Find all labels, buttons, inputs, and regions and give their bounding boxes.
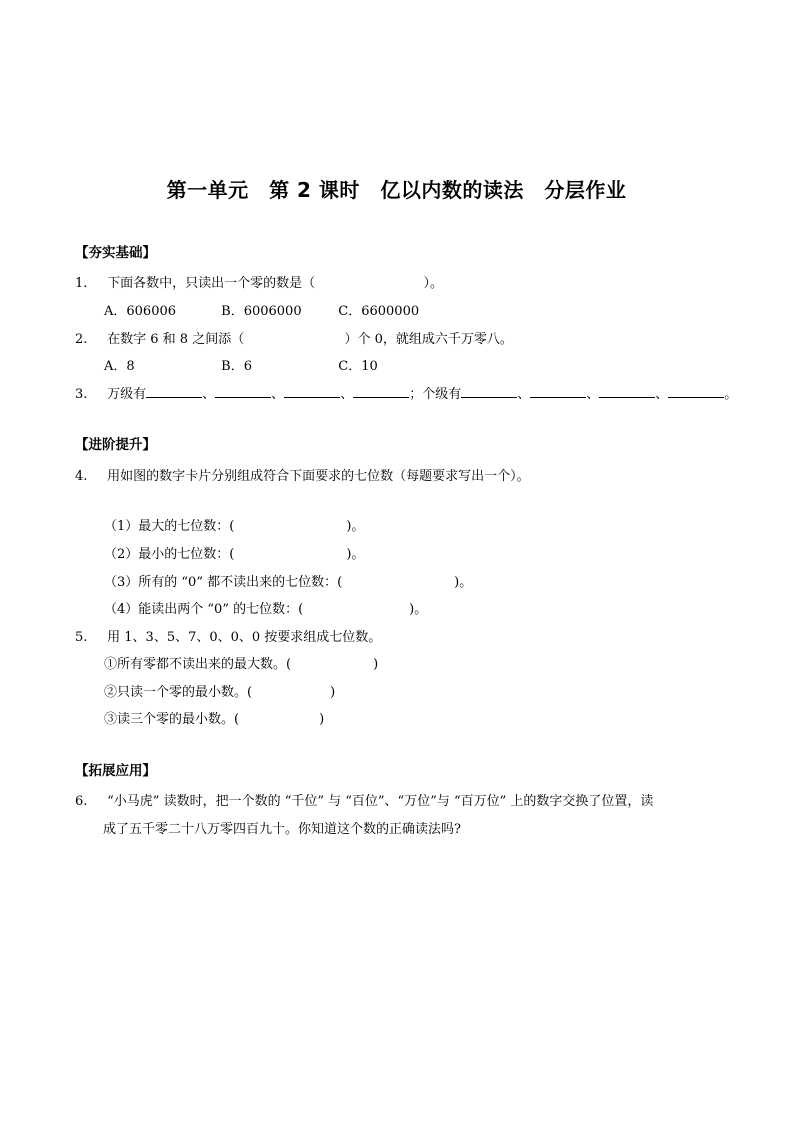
separator: 、 — [655, 387, 669, 402]
question-1 — [75, 272, 443, 291]
sub-question-end: ) — [319, 712, 325, 727]
separator: 、 — [340, 387, 354, 402]
question-3 — [75, 383, 737, 402]
blank-line[interactable] — [461, 386, 517, 398]
question-number: 1. — [75, 276, 88, 291]
sub-question-text: ②只读一个零的最小数。( — [104, 685, 253, 700]
blank-line[interactable] — [146, 386, 202, 398]
label-ge-level: 个级有 — [422, 387, 462, 402]
blank-line[interactable] — [215, 386, 271, 398]
question-text-end: ）个 0，就组成六千万零八。 — [344, 332, 513, 347]
option-b: B．6006000 — [221, 304, 302, 319]
option-a: A．606006 — [104, 304, 177, 319]
question-4 — [75, 465, 530, 484]
separator: 、 — [586, 387, 600, 402]
blank-line[interactable] — [353, 386, 409, 398]
sub-question-end: ) — [330, 685, 336, 700]
blank-line[interactable] — [530, 386, 586, 398]
sub-question-end: ) — [373, 657, 379, 672]
question-2 — [75, 328, 513, 347]
question-text: 在数字 6 和 8 之间添（ — [107, 332, 245, 347]
question-text: 用 1、3、5、7、0、0、0 按要求组成七位数。 — [107, 630, 382, 645]
question-5-sub-3 — [104, 708, 324, 727]
question-number: 5. — [75, 630, 88, 645]
option-b: B．6 — [221, 359, 252, 374]
question-6-line-2 — [103, 818, 461, 837]
question-5-sub-2 — [104, 681, 335, 700]
sub-question-text: （3）所有的 “0” 都不读出来的七位数：( — [104, 575, 343, 590]
sub-question-end: )。 — [454, 575, 473, 590]
question-5 — [75, 626, 381, 645]
separator: 、 — [517, 387, 531, 402]
question-number: 3. — [75, 387, 88, 402]
question-text: 用如图的数字卡片分别组成符合下面要求的七位数（每题要求写出一个）。 — [107, 469, 530, 484]
sub-question-text: ③读三个零的最小数。( — [104, 712, 240, 727]
question-number: 6. — [75, 794, 88, 809]
option-a: A．8 — [104, 359, 135, 374]
question-4-sub-4 — [104, 598, 427, 617]
blank-line[interactable] — [284, 386, 340, 398]
sub-question-text: （4）能读出两个 “0” 的七位数：( — [104, 602, 304, 617]
sub-question-end: )。 — [409, 602, 428, 617]
option-c: C．6600000 — [338, 304, 420, 319]
blank-line[interactable] — [668, 386, 724, 398]
question-1-options — [104, 300, 419, 319]
separator: 、 — [202, 387, 216, 402]
question-number: 2. — [75, 332, 88, 347]
period: 。 — [724, 387, 738, 402]
sub-question-text: ①所有零都不读出来的最大数。( — [104, 657, 292, 672]
question-text-line-2: 成了五千零二十八万零四百九十。你知道这个数的正确读法吗? — [103, 822, 461, 837]
question-2-options — [104, 355, 378, 374]
question-text-end: ）。 — [423, 276, 443, 291]
section-heading-basic: 【夯实基础】 — [75, 245, 156, 261]
sub-question-end: )。 — [346, 519, 365, 534]
question-4-sub-2 — [104, 543, 364, 562]
blank-line[interactable] — [599, 386, 655, 398]
question-text: 下面各数中，只读出一个零的数是（ — [107, 276, 316, 291]
question-6 — [75, 790, 653, 809]
option-c: C．10 — [338, 359, 378, 374]
section-heading-extend: 【拓展应用】 — [75, 763, 156, 779]
question-4-sub-1 — [104, 515, 364, 534]
separator: ； — [409, 387, 423, 402]
sub-question-text: （1）最大的七位数：( — [104, 519, 235, 534]
question-text-line-1: “小马虎” 读数时，把一个数的 “千位” 与 “百位”、“万位”与 “百万位” 上的数字交换了位置，读 — [107, 794, 654, 809]
page-title: 第一单元 第 2 课时 亿以内数的读法 分层作业 — [166, 178, 627, 202]
sub-question-text: （2）最小的七位数：( — [104, 547, 235, 562]
sub-question-end: )。 — [346, 547, 365, 562]
question-number: 4. — [75, 469, 88, 484]
question-5-sub-1 — [104, 653, 378, 672]
separator: 、 — [271, 387, 285, 402]
question-4-sub-3 — [104, 571, 472, 590]
label-wan-level: 万级有 — [107, 387, 147, 402]
section-heading-advance: 【进阶提升】 — [75, 437, 156, 453]
